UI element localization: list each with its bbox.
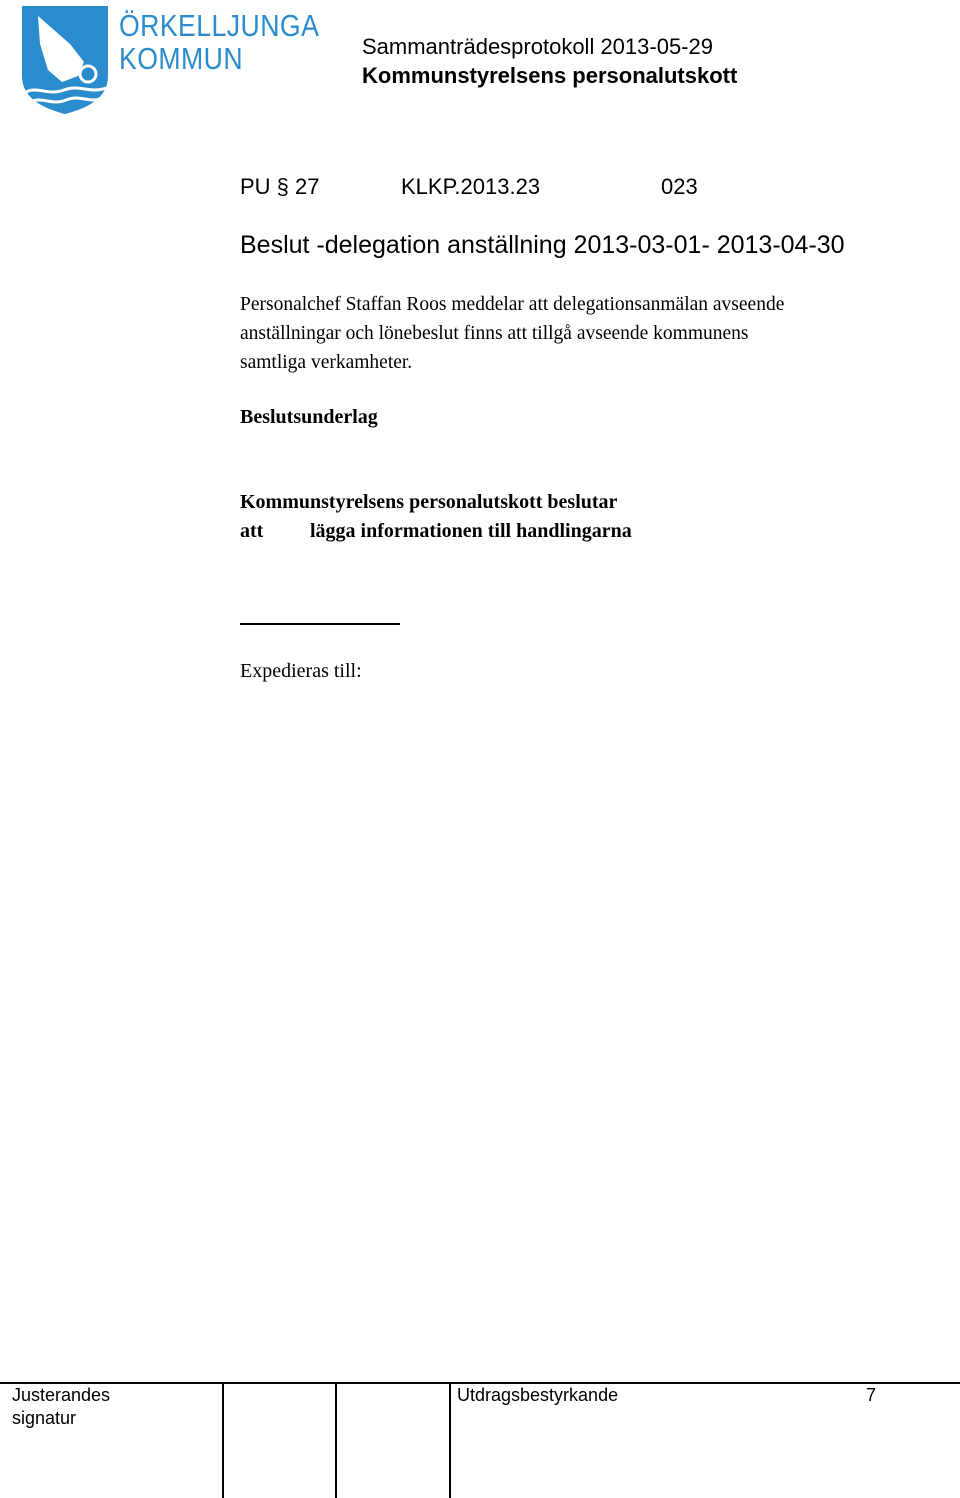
committee-name: Kommunstyrelsens personalutskott	[362, 63, 738, 88]
paragraph-number: PU § 27	[240, 174, 320, 199]
protocol-title: Sammanträdesprotokoll 2013-05-29	[362, 34, 713, 59]
coat-of-arms-emblem	[18, 4, 110, 116]
item-heading: Beslut -delegation anställning 2013-03-01- 2013-04-30	[240, 231, 845, 259]
footer-label-line: signatur	[12, 1408, 77, 1428]
page-number: 7	[866, 1385, 877, 1405]
body-line: Personalchef Staffan Roos meddelar att delegationsanmälan avseende	[240, 294, 785, 315]
body-line: samtliga verkamheter.	[240, 352, 413, 373]
decision-intro: Kommunstyrelsens personalutskott beslutar	[240, 491, 618, 513]
decision-basis-heading: Beslutsunderlag	[240, 406, 378, 428]
footer-label-line: Justerandes	[12, 1385, 111, 1405]
decision-att: att	[240, 520, 264, 542]
logo-text-line2: KOMMUN	[119, 41, 244, 76]
separator-line	[240, 623, 400, 625]
body-paragraph	[240, 290, 930, 377]
footer-divider	[222, 1382, 224, 1498]
utdragsbestyrkande-label: Utdragsbestyrkande	[457, 1385, 619, 1405]
footer-divider	[449, 1382, 451, 1498]
footer-divider	[335, 1382, 337, 1498]
justerandes-signatur-label	[12, 1384, 110, 1430]
decision-text: lägga informationen till handlingarna	[310, 520, 632, 542]
logo-text-line1: ÖRKELLJUNGA	[119, 8, 320, 43]
archive-code: 023	[661, 174, 698, 199]
distribution-label: Expedieras till:	[240, 660, 362, 682]
body-line: anställningar och lönebeslut finns att tillgå avseende kommunens	[240, 323, 749, 344]
diary-number: KLKP.2013.23	[401, 174, 541, 199]
